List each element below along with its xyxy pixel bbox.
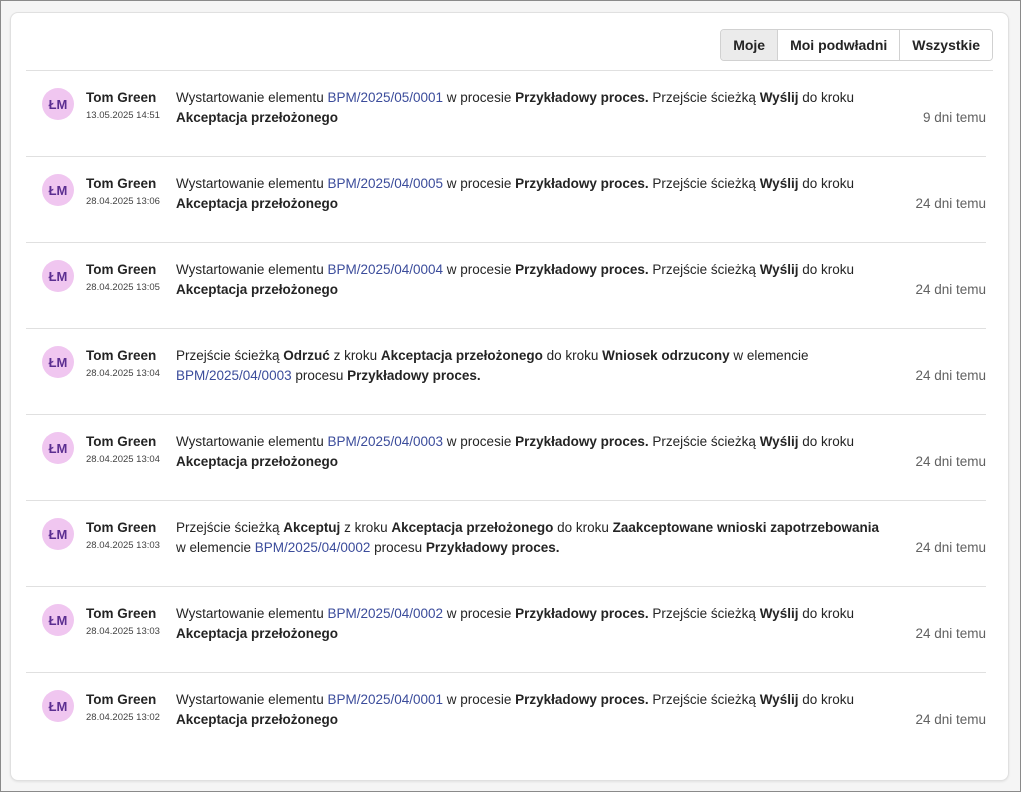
activity-row <box>26 243 986 329</box>
message-text: Przejście ścieżką <box>648 606 760 621</box>
activity-message <box>176 432 886 472</box>
user-name: Tom Green <box>86 606 157 621</box>
avatar[interactable]: ŁM <box>42 604 74 636</box>
message-bold-term: Akceptacja przełożonego <box>176 196 339 211</box>
user-name: Tom Green <box>86 692 157 707</box>
activity-row <box>26 71 986 157</box>
activity-row <box>26 329 986 415</box>
element-link[interactable]: BPM/2025/04/0003 <box>176 368 292 383</box>
message-text: w procesie <box>443 434 516 449</box>
message-bold-term: Akceptacja przełożonego <box>391 520 554 535</box>
relative-time: 24 dni temu <box>915 282 986 297</box>
message-text: do kroku <box>798 176 854 191</box>
relative-time: 24 dni temu <box>915 454 986 469</box>
message-bold-term: Akceptacja przełożonego <box>176 712 339 727</box>
message-bold-term: Przykładowy proces. <box>515 90 649 105</box>
message-text: do kroku <box>798 606 854 621</box>
message-text: Przejście ścieżką <box>648 176 760 191</box>
message-bold-term: Wyślij <box>759 434 799 449</box>
activity-timestamp: 13.05.2025 14:51 <box>86 110 160 121</box>
activity-message <box>176 346 886 386</box>
activity-timestamp: 28.04.2025 13:06 <box>86 196 160 207</box>
message-text: w procesie <box>443 90 516 105</box>
message-bold-term: Odrzuć <box>283 348 330 363</box>
message-text: w procesie <box>443 262 516 277</box>
element-link[interactable]: BPM/2025/04/0004 <box>327 262 444 277</box>
filter-toggle-group <box>720 29 993 61</box>
message-bold-term: Przykładowy proces. <box>347 368 481 383</box>
message-text: do kroku <box>798 90 854 105</box>
message-bold-term: Przykładowy proces. <box>515 262 649 277</box>
activity-user <box>86 348 160 381</box>
activity-timestamp: 28.04.2025 13:04 <box>86 368 160 379</box>
activity-message <box>176 174 886 214</box>
relative-time: 9 dni temu <box>922 110 986 125</box>
message-text: Wystartowanie elementu <box>176 434 328 449</box>
message-text: do kroku <box>542 348 603 363</box>
avatar[interactable]: ŁM <box>42 690 74 722</box>
element-link[interactable]: BPM/2025/04/0003 <box>327 434 444 449</box>
message-bold-term: Przykładowy proces. <box>515 606 649 621</box>
activity-message <box>176 88 886 128</box>
avatar[interactable]: ŁM <box>42 432 74 464</box>
message-bold-term: Akceptuj <box>283 520 341 535</box>
message-text: do kroku <box>798 692 854 707</box>
message-text: w elemencie <box>729 348 809 363</box>
activity-user <box>86 692 160 725</box>
message-text: Przejście ścieżką <box>648 90 760 105</box>
activity-timestamp: 28.04.2025 13:02 <box>86 712 160 723</box>
message-text: w procesie <box>443 606 516 621</box>
activity-timestamp: 28.04.2025 13:03 <box>86 540 160 551</box>
message-text: Przejście ścieżką <box>648 434 760 449</box>
message-bold-term: Przykładowy proces. <box>515 434 649 449</box>
filter-wszystkie-button[interactable]: Wszystkie <box>899 30 992 60</box>
relative-time: 24 dni temu <box>915 196 986 211</box>
message-text: procesu <box>291 368 348 383</box>
activity-user <box>86 606 160 639</box>
message-bold-term: Przykładowy proces. <box>515 692 649 707</box>
message-bold-term: Akceptacja przełożonego <box>380 348 543 363</box>
element-link[interactable]: BPM/2025/04/0001 <box>327 692 444 707</box>
message-text: Przejście ścieżką <box>176 520 284 535</box>
activity-message <box>176 690 886 730</box>
relative-time: 24 dni temu <box>915 540 986 555</box>
message-text: procesu <box>370 540 426 555</box>
message-text: z kroku <box>329 348 381 363</box>
avatar[interactable]: ŁM <box>42 174 74 206</box>
message-text: Wystartowanie elementu <box>176 176 328 191</box>
message-text: Przejście ścieżką <box>648 262 760 277</box>
message-bold-term: Wyślij <box>759 176 799 191</box>
message-text: Przejście ścieżką <box>176 348 284 363</box>
message-bold-term: Akceptacja przełożonego <box>176 454 339 469</box>
message-text: Wystartowanie elementu <box>176 90 328 105</box>
activity-list <box>26 71 986 758</box>
user-name: Tom Green <box>86 434 157 449</box>
activity-timestamp: 28.04.2025 13:03 <box>86 626 160 637</box>
filter-moje-button[interactable]: Moje <box>721 30 777 60</box>
message-bold-term: Przykładowy proces. <box>515 176 649 191</box>
message-text: do kroku <box>553 520 613 535</box>
element-link[interactable]: BPM/2025/04/0002 <box>327 606 444 621</box>
activity-row <box>26 415 986 501</box>
filter-moi-podwladni-button[interactable]: Moi podwładni <box>777 30 899 60</box>
user-name: Tom Green <box>86 90 157 105</box>
message-bold-term: Wyślij <box>759 606 799 621</box>
activity-row <box>26 501 986 587</box>
activity-timestamp: 28.04.2025 13:05 <box>86 282 160 293</box>
activity-user <box>86 176 160 209</box>
relative-time: 24 dni temu <box>915 368 986 383</box>
activity-message <box>176 260 886 300</box>
message-text: w procesie <box>443 176 516 191</box>
message-text: Wystartowanie elementu <box>176 692 328 707</box>
activity-user <box>86 434 160 467</box>
message-text: do kroku <box>798 262 854 277</box>
message-text: w elemencie <box>176 540 255 555</box>
message-text: Wystartowanie elementu <box>176 262 328 277</box>
activity-card <box>10 12 1009 781</box>
activity-row <box>26 157 986 243</box>
relative-time: 24 dni temu <box>915 626 986 641</box>
activity-message <box>176 518 886 558</box>
activity-row <box>26 673 986 758</box>
activity-message <box>176 604 886 644</box>
message-bold-term: Przykładowy proces. <box>425 540 560 555</box>
element-link[interactable]: BPM/2025/04/0005 <box>327 176 444 191</box>
message-bold-term: Akceptacja przełożonego <box>176 282 339 297</box>
activity-row <box>26 587 986 673</box>
avatar[interactable]: ŁM <box>42 88 74 120</box>
avatar[interactable]: ŁM <box>42 260 74 292</box>
message-text: Przejście ścieżką <box>648 692 760 707</box>
message-text: z kroku <box>340 520 392 535</box>
element-link[interactable]: BPM/2025/05/0001 <box>327 90 444 105</box>
message-text: w procesie <box>443 692 516 707</box>
message-text: do kroku <box>798 434 854 449</box>
element-link[interactable]: BPM/2025/04/0002 <box>254 540 371 555</box>
user-name: Tom Green <box>86 348 157 363</box>
avatar[interactable]: ŁM <box>42 518 74 550</box>
user-name: Tom Green <box>86 262 157 277</box>
message-bold-term: Wyślij <box>759 90 799 105</box>
message-bold-term: Akceptacja przełożonego <box>176 626 339 641</box>
message-bold-term: Zaakceptowane wnioski zapotrzebowania <box>612 520 879 535</box>
user-name: Tom Green <box>86 520 157 535</box>
activity-user <box>86 90 160 123</box>
activity-timestamp: 28.04.2025 13:04 <box>86 454 160 465</box>
relative-time: 24 dni temu <box>915 712 986 727</box>
message-text: Wystartowanie elementu <box>176 606 328 621</box>
user-name: Tom Green <box>86 176 157 191</box>
message-bold-term: Akceptacja przełożonego <box>176 110 339 125</box>
avatar[interactable]: ŁM <box>42 346 74 378</box>
message-bold-term: Wniosek odrzucony <box>602 348 730 363</box>
activity-user <box>86 262 160 295</box>
activity-user <box>86 520 160 553</box>
message-bold-term: Wyślij <box>759 692 799 707</box>
message-bold-term: Wyślij <box>759 262 799 277</box>
